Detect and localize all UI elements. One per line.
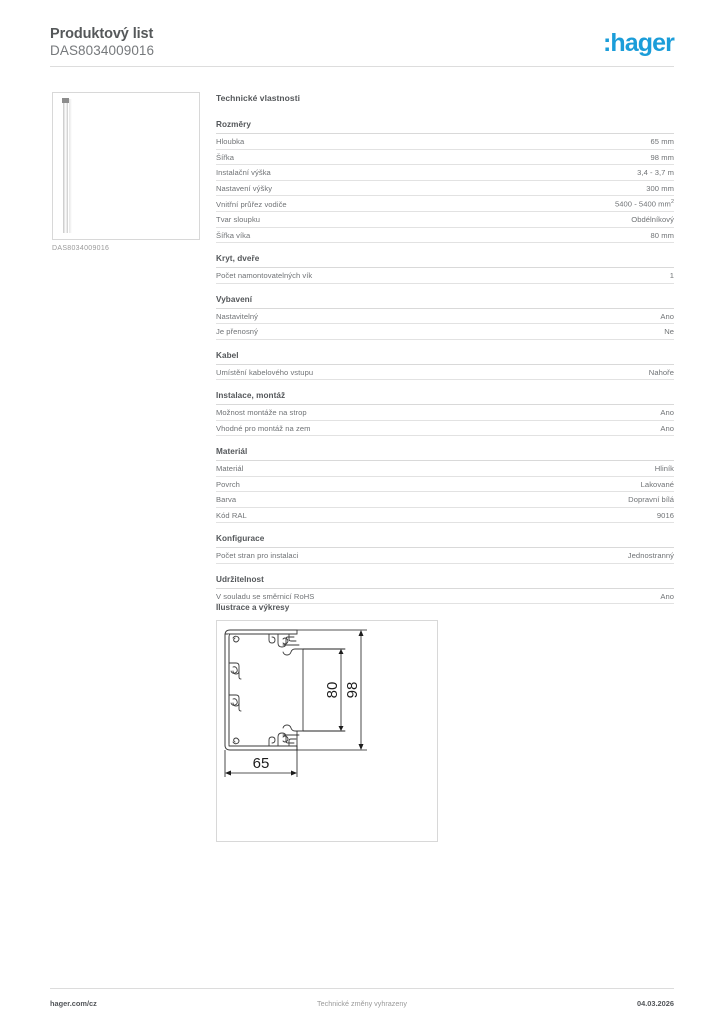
table-row — [216, 492, 674, 508]
spec-value: 3,4 - 3,7 m — [637, 168, 674, 177]
specs-row-list — [216, 364, 674, 381]
spec-value: 300 mm — [646, 183, 674, 193]
table-row — [216, 324, 674, 340]
specs-group-heading: Udržitelnost — [216, 574, 264, 584]
specs-group — [216, 575, 674, 605]
table-row — [216, 461, 674, 477]
table-row — [216, 134, 674, 150]
spec-value: 1 — [669, 271, 674, 281]
product-reference: DAS8034009016 — [50, 43, 155, 58]
table-row — [216, 309, 674, 325]
spec-label: Šířka víka — [216, 230, 251, 240]
table-row — [216, 196, 674, 212]
footer-divider — [50, 988, 674, 989]
specs-group — [216, 295, 674, 340]
dimension-label-outer-height: 98 — [344, 681, 361, 699]
specs-row-list — [216, 308, 674, 340]
spec-label: Tvar sloupku — [216, 215, 261, 225]
dimension-label-inner-height: 80 — [324, 681, 341, 699]
table-row — [216, 212, 674, 228]
page-footer — [50, 996, 674, 1010]
product-column-cap — [62, 98, 69, 103]
product-column-shadow — [69, 99, 72, 233]
technical-specifications — [216, 93, 674, 615]
spec-value: Lakované — [640, 479, 674, 489]
spec-label: Vhodné pro montáž na zem — [216, 423, 311, 433]
spec-value: Jednostranný — [627, 551, 674, 561]
spec-value: 65 mm — [650, 137, 674, 146]
spec-label: Umístění kabelového vstupu — [216, 367, 314, 377]
specs-group — [216, 534, 674, 564]
spec-label: Šířka — [216, 152, 234, 162]
table-row — [216, 421, 674, 437]
spec-value: 80 mm — [650, 230, 674, 240]
specs-row-list — [216, 267, 674, 284]
specs-row-list — [216, 547, 674, 564]
product-image-caption: DAS8034009016 — [52, 245, 110, 252]
spec-label: V souladu se směrnicí RoHS — [216, 591, 315, 601]
technical-drawing — [217, 621, 437, 841]
spec-value: 9016 — [656, 510, 674, 520]
page-header — [50, 26, 674, 66]
specs-group-heading: Materiál — [216, 447, 248, 457]
table-row — [216, 150, 674, 166]
table-row — [216, 508, 674, 524]
footer-website[interactable]: hager.com/cz — [50, 998, 97, 1008]
product-column-shape — [63, 99, 68, 233]
spec-label: Materiál — [216, 464, 244, 474]
spec-value: Ne — [664, 327, 674, 337]
specs-group-heading: Instalace, montáž — [216, 391, 286, 401]
spec-label: Nastavení výšky — [216, 183, 273, 193]
spec-value: Ano — [660, 408, 674, 418]
spec-label: Je přenosný — [216, 327, 258, 337]
table-row — [216, 228, 674, 244]
spec-value: Hliník — [654, 464, 674, 474]
illustration-title: Ilustrace a výkresy — [216, 603, 290, 612]
specs-group-heading: Rozměry — [216, 120, 251, 129]
spec-label: Barva — [216, 495, 237, 505]
specs-group-heading: Konfigurace — [216, 534, 265, 544]
table-row — [216, 365, 674, 381]
spec-label: Počet stran pro instalaci — [216, 551, 299, 561]
spec-label: Hloubka — [216, 137, 245, 146]
footer-date: 04.03.2026 — [637, 998, 674, 1008]
specs-group-list — [216, 120, 674, 604]
illustration-frame — [216, 620, 438, 842]
footer-note: Technické změny vyhrazeny — [317, 998, 407, 1008]
header-divider — [50, 66, 674, 67]
table-row — [216, 268, 674, 284]
spec-value: Ano — [660, 591, 674, 601]
table-row — [216, 181, 674, 197]
table-row — [216, 548, 674, 564]
spec-value: Ano — [660, 311, 674, 321]
spec-label: Nastavitelný — [216, 311, 258, 321]
product-image-frame — [52, 92, 200, 240]
specs-group-heading: Kryt, dveře — [216, 254, 260, 264]
specs-group-heading: Vybavení — [216, 294, 253, 304]
spec-label: Vnitřní průřez vodiče — [216, 199, 287, 209]
specs-group — [216, 391, 674, 436]
spec-label: Počet namontovatelných vík — [216, 271, 313, 281]
specs-row-list — [216, 404, 674, 436]
page-title: Produktový list — [50, 26, 154, 42]
spec-value: Dopravní bílá — [628, 495, 674, 505]
spec-value: Nahoře — [648, 367, 674, 377]
table-row — [216, 589, 674, 605]
specs-group — [216, 351, 674, 381]
specs-row-list — [216, 460, 674, 523]
table-row — [216, 165, 674, 181]
spec-label: Kód RAL — [216, 510, 247, 520]
specs-group-heading: Kabel — [216, 350, 239, 360]
specs-group — [216, 120, 674, 243]
specs-title: Technické vlastnosti — [216, 93, 300, 103]
specs-row-list — [216, 588, 674, 605]
specs-group — [216, 447, 674, 523]
specs-group — [216, 254, 674, 284]
spec-label: Instalační výška — [216, 168, 271, 177]
specs-row-list — [216, 133, 674, 243]
spec-value: 98 mm — [650, 152, 674, 162]
spec-value: Obdélníkový — [631, 215, 674, 225]
dimension-label-depth: 65 — [252, 755, 270, 772]
spec-label: Povrch — [216, 479, 240, 489]
table-row — [216, 477, 674, 493]
spec-value: 5400 - 5400 $mm^2$ — [614, 199, 674, 209]
spec-value: Ano — [660, 423, 674, 433]
spec-label: Možnost montáže na strop — [216, 408, 307, 418]
table-row — [216, 405, 674, 421]
hager-logo: :hager — [602, 29, 674, 57]
